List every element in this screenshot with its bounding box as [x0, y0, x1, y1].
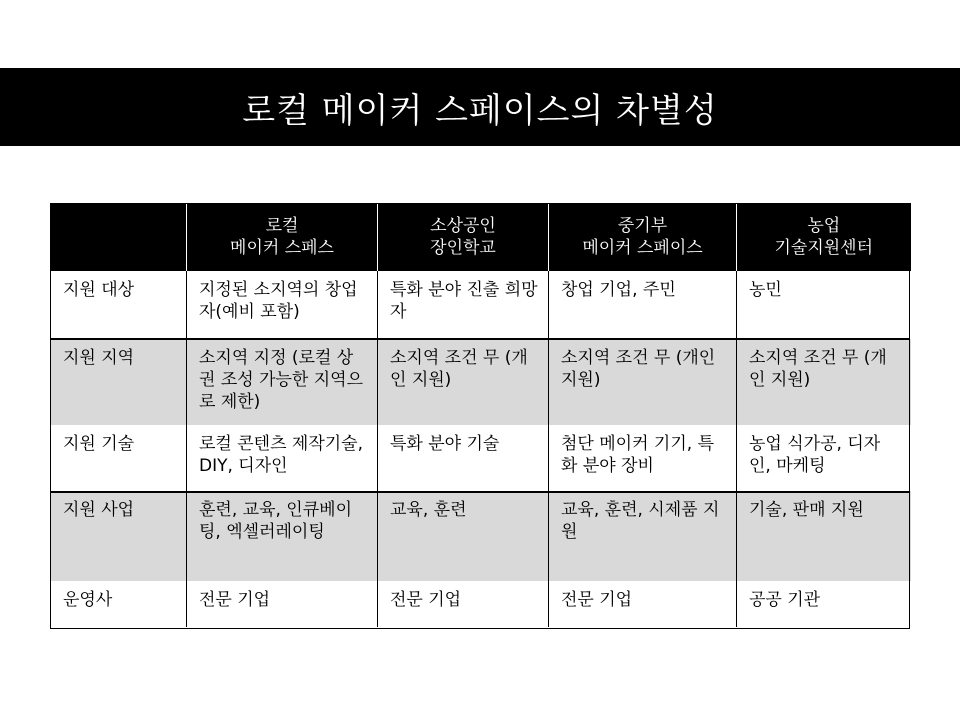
table-row: [51, 271, 911, 339]
table-cell: 소지역 지정 (로컬 상권 조성 가능한 지역으로 제한): [187, 339, 378, 425]
table-cell: 전문 기업: [549, 581, 737, 627]
slide-title: 로컬 메이커 스페이스의 차별성: [242, 90, 718, 131]
row-label: 지원 기술: [51, 425, 187, 491]
row-label: 지원 사업: [51, 491, 187, 581]
table-cell: 전문 기업: [187, 581, 378, 627]
row-divider: [50, 338, 910, 340]
row-label: 지원 지역: [51, 339, 187, 425]
comparison-table: [50, 203, 911, 627]
table-row: [51, 425, 911, 491]
title-bar: [0, 68, 960, 146]
table-row: [51, 339, 911, 425]
header-cell-local-maker-space: 로컬 메이커 스페스: [187, 203, 378, 271]
table-cell: 공공 기관: [737, 581, 911, 627]
table-cell: 전문 기업: [378, 581, 549, 627]
header-row: [51, 203, 911, 271]
table-cell: 창업 기업, 주민: [549, 271, 737, 339]
table-cell: 훈련, 교육, 인큐베이팅, 엑셀러레이팅: [187, 491, 378, 581]
table-cell: 교육, 훈련, 시제품 지원: [549, 491, 737, 581]
header-cell-agri-tech-center: 농업 기술지원센터: [737, 203, 911, 271]
table-cell: 특화 분야 진출 희망자: [378, 271, 549, 339]
table-cell: 소지역 조건 무 (개인 지원): [378, 339, 549, 425]
header-cell-artisan-school: 소상공인 장인학교: [378, 203, 549, 271]
table-cell: 특화 분야 기술: [378, 425, 549, 491]
row-label: 지원 대상: [51, 271, 187, 339]
table-cell: 로컬 콘텐츠 제작기술, DIY, 디자인: [187, 425, 378, 491]
table-cell: 소지역 조건 무 (개인 지원): [549, 339, 737, 425]
table-row: [51, 491, 911, 581]
table-cell: 농민: [737, 271, 911, 339]
table-cell: 소지역 조건 무 (개인 지원): [737, 339, 911, 425]
table-cell: 지정된 소지역의 창업자(예비 포함): [187, 271, 378, 339]
table-cell: 교육, 훈련: [378, 491, 549, 581]
table-cell: 기술, 판매 지원: [737, 491, 911, 581]
table-cell: 농업 식가공, 디자인, 마케팅: [737, 425, 911, 491]
table-row: [51, 581, 911, 627]
row-label: 운영사: [51, 581, 187, 627]
row-divider: [50, 491, 910, 493]
header-cell-smes-maker-space: 중기부 메이커 스페이스: [549, 203, 737, 271]
table-cell: 첨단 메이커 기기, 특화 분야 장비: [549, 425, 737, 491]
header-cell-empty: [51, 203, 187, 271]
